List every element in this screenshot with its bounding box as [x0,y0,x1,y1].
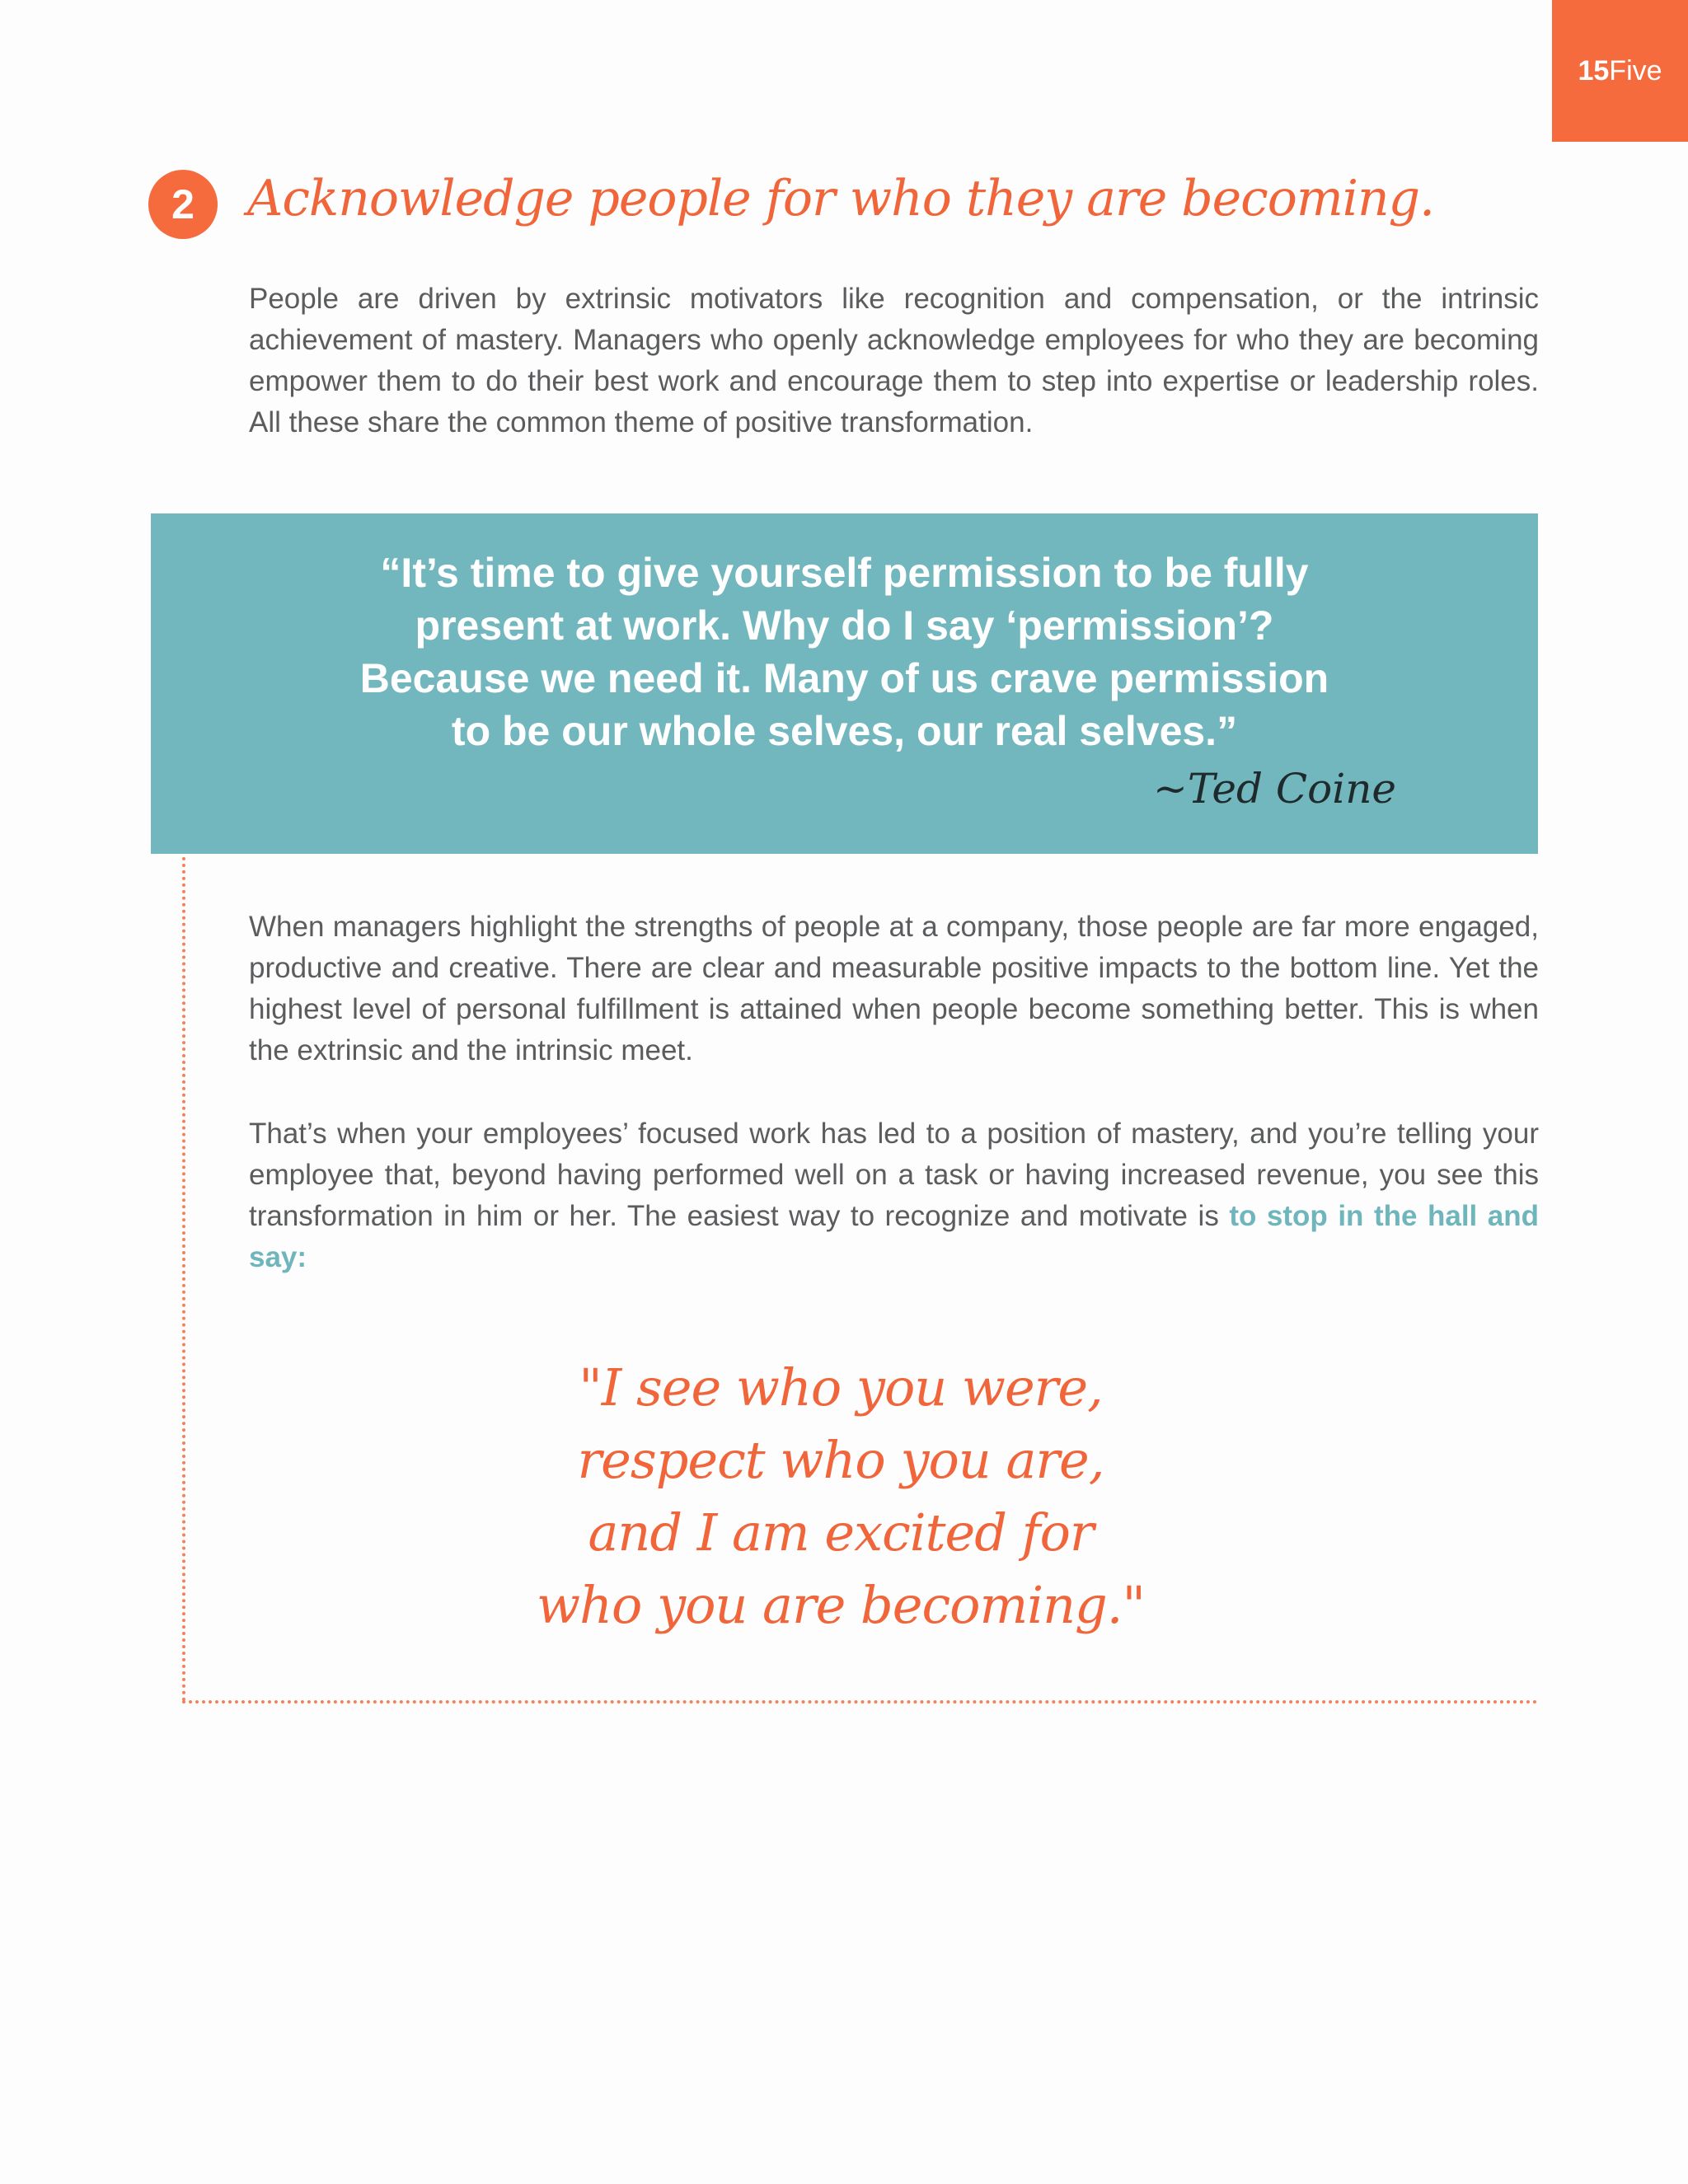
quote-line: “It’s time to give yourself permission to be fully [380,550,1309,596]
body-paragraph-text: That’s when your employees’ focused work has led to a position of mastery, and you’re telling your employee that, beyond having performed well on a task or having increased revenue, you see this transformation in him or her. The easiest way to recognize and motivate is [249,1118,1539,1232]
section-heading: Acknowledge people for who they are becoming. [247,170,1435,227]
brand-number: 15 [1578,54,1610,87]
highlight-text: to stop in the hall and say: [249,1200,1540,1273]
pull-quote-line: "I see who you were, [579,1357,1103,1418]
intro-paragraph: People are driven by extrinsic motivators like recognition and compensation, or the intrinsic achievement of mastery. Managers who openly acknowledge employees for who they are becoming empower them to do their best work and encourage them to step into expertise or leadership roles. All these share the common theme of positive transformation. [249,283,1539,438]
pull-quote-line: respect who you are, [577,1430,1104,1490]
quote-author: ~Ted Coine [1153,765,1396,813]
quote-box [151,513,1538,854]
brand-word: Five [1609,54,1662,87]
pull-quote [536,1352,1146,1642]
dotted-divider-vertical [182,857,185,1702]
dotted-divider-horizontal [182,1700,1538,1704]
pull-quote-line: who you are becoming." [537,1575,1145,1635]
body-paragraph-highlight [249,1113,1539,1278]
quote-text [151,546,1538,757]
quote-line: to be our whole selves, our real selves.” [451,708,1238,754]
brand-logo [1552,0,1688,142]
pull-quote-line: and I am excited for [588,1502,1094,1563]
quote-line: Because we need it. Many of us crave permission [359,655,1329,701]
step-number-badge: 2 [148,170,218,239]
body-paragraph: When managers highlight the strengths of people at a company, those people are far more engaged, productive and creative. There are clear and measurable positive impacts to the bottom line. Yet the highest level of personal fulfillment is attained when people become something better. This is when the extrinsic and the intrinsic meet. [249,911,1539,1066]
quote-line: present at work. Why do I say ‘permission’? [415,602,1274,649]
